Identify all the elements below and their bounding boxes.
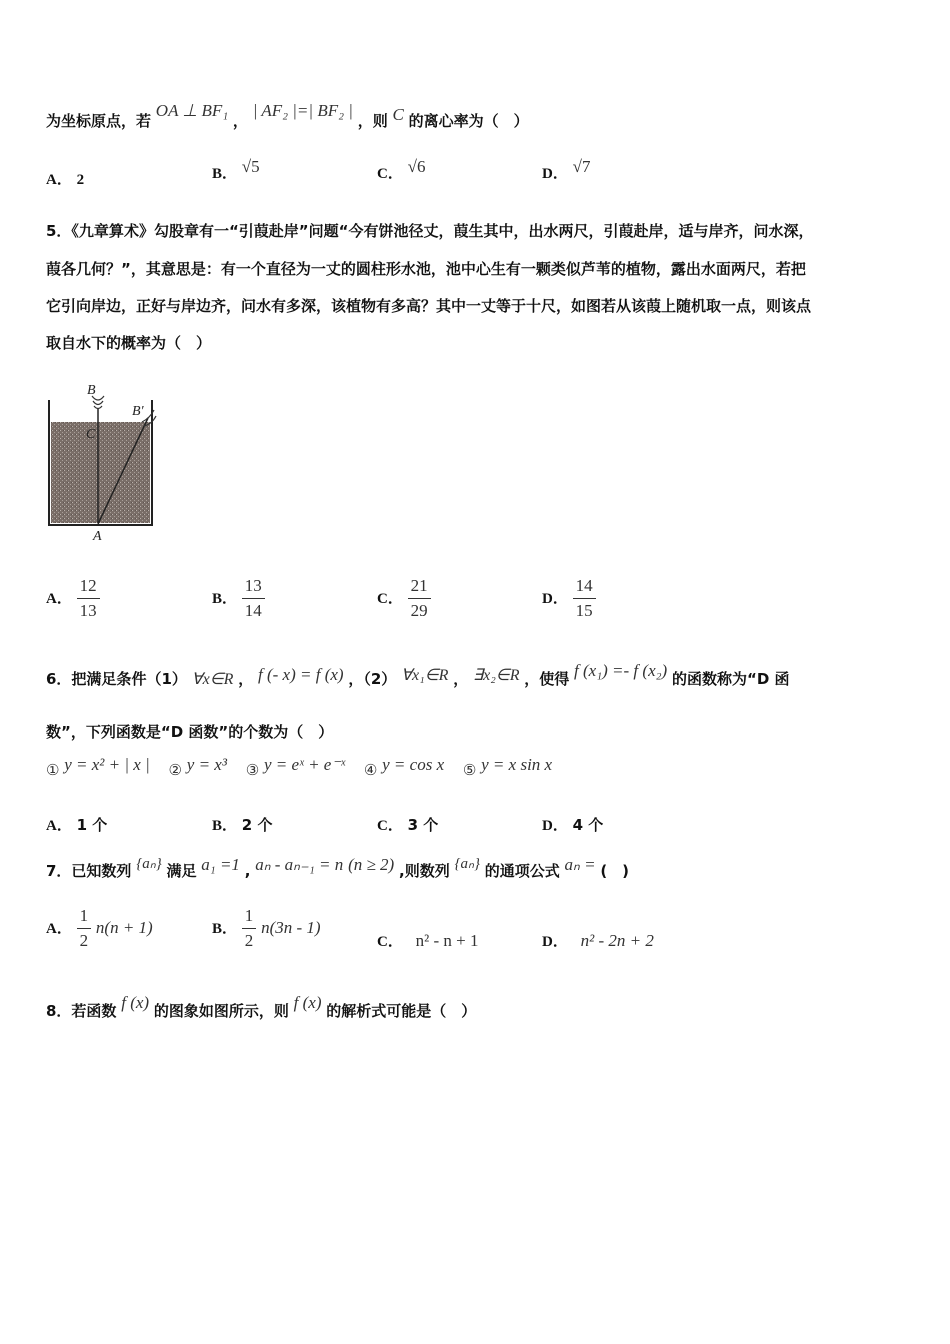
q7-text: 满足 (166, 862, 197, 880)
option-label: B． (212, 818, 238, 834)
water-body (51, 422, 150, 523)
circled-number: ② (168, 761, 182, 779)
q7-text: , (244, 862, 251, 880)
q7-text: ( ) (600, 862, 630, 880)
option-label: B． (212, 921, 238, 937)
option-label: B． (212, 166, 238, 182)
q7-sequence: {aₙ} (454, 856, 480, 872)
option-fraction (77, 906, 92, 951)
circled-number: ④ (363, 761, 378, 779)
q5-option-a[interactable] (46, 576, 100, 621)
q7-option-c[interactable] (377, 930, 478, 951)
label-b: B (87, 383, 96, 398)
option-label: A． (46, 921, 72, 937)
q8-text: 的解析式可能是（ ） (326, 1002, 477, 1020)
circled-number: ① (46, 761, 60, 779)
q4-condition-equal-lengths: | AF₂ |=| BF₂ | (252, 101, 353, 120)
function-expression: y = eˣ + e⁻ˣ (263, 755, 346, 774)
q7-option-d[interactable] (542, 930, 654, 951)
option-label: A． (46, 818, 72, 834)
q6-condition-forall: ∀x∈R (191, 671, 234, 688)
q6-text: ，使得 (524, 670, 570, 688)
q6-condition-odd: f (x₁) =- f (x₂) (574, 661, 668, 680)
denominator: 2 (244, 931, 254, 950)
q6-option-d[interactable] (542, 814, 603, 835)
label-c: C (86, 427, 96, 442)
q5-stem-line-4: 取自水下的概率为（ ） (46, 334, 212, 352)
q7-text: 7．已知数列 (46, 862, 132, 880)
q6-option-b[interactable] (212, 814, 272, 835)
option-label: B． (212, 591, 238, 607)
denominator: 13 (79, 601, 97, 620)
denominator: 15 (575, 601, 593, 620)
function-expression: y = cos x (382, 755, 445, 774)
q5-stem-line-2: 葭各几何？”，其意思是：有一个直径为一丈的圆柱形水池，池中心生有一颗类似芦苇的植物，露出水面两尺，若把 (46, 260, 806, 278)
q6-option-a[interactable] (46, 814, 107, 835)
q8-stem (46, 993, 477, 1021)
q6-function-list (46, 755, 553, 780)
q4-option-b[interactable] (212, 157, 260, 183)
option-value: 2 (76, 172, 85, 188)
q7-initial-term: a₁ =1 (201, 855, 240, 874)
q6-text: 6．把满足条件（1） (46, 670, 187, 688)
option-label: A． (46, 172, 72, 188)
q4-stem (46, 101, 529, 131)
option-value: 2 个 (241, 816, 273, 834)
q4-stem-mid: ，则 (357, 112, 388, 130)
q8-text: 8．若函数 (46, 1002, 117, 1020)
option-value: √7 (572, 157, 591, 176)
option-fraction (408, 576, 431, 621)
option-expression: n² - n + 1 (415, 931, 479, 950)
option-expression: n(n + 1) (95, 918, 153, 937)
q4-comma: ， (232, 112, 248, 130)
q6-stem-line-2: 数”，下列函数是“D 函数”的个数为（ ） (46, 723, 334, 741)
q5-option-c[interactable] (377, 576, 431, 621)
q8-function: f (x) (121, 993, 150, 1012)
q8-text: 的图象如图所示，则 (153, 1002, 289, 1020)
option-fraction (77, 576, 100, 621)
denominator: 2 (79, 931, 89, 950)
numerator: 1 (77, 906, 92, 929)
numerator: 13 (242, 576, 265, 599)
q7-range: (n ≥ 2) (348, 855, 395, 874)
option-value: √5 (241, 157, 260, 176)
label-a: A (93, 529, 102, 544)
q7-text: ,则数列 (399, 862, 450, 880)
q6-text: ， (453, 670, 469, 688)
q6-text: 的函数称为“D 函 (671, 670, 790, 688)
option-expression: n(3n - 1) (261, 918, 321, 937)
circled-number: ③ (245, 761, 260, 779)
option-value: 3 个 (407, 816, 439, 834)
numerator: 12 (77, 576, 100, 599)
denominator: 14 (244, 601, 262, 620)
function-expression: y = x sin x (481, 755, 553, 774)
label-b-prime: B′ (132, 404, 144, 419)
option-value: 4 个 (572, 816, 604, 834)
q5-stem-line-3: 它引向岸边，正好与岸边齐，问水有多深，该植物有多高？其中一丈等于十尺，如图若从该葭上随机取一点，则该点 (46, 297, 812, 315)
q6-condition-exists-x2: ∃x₂∈R (472, 667, 520, 684)
option-value: 1 个 (76, 816, 108, 834)
denominator: 29 (410, 601, 428, 620)
numerator: 14 (573, 576, 596, 599)
function-expression: y = x² + | x | (64, 755, 150, 774)
q5-pond-figure (40, 378, 170, 546)
q7-option-b[interactable] (212, 906, 321, 951)
option-label: D． (542, 591, 568, 607)
q4-option-c[interactable] (377, 157, 426, 183)
q6-stem-line-1 (46, 661, 790, 689)
option-fraction (242, 906, 257, 951)
q4-stem-pre: 为坐标原点，若 (46, 112, 152, 130)
q7-text: 的通项公式 (484, 862, 560, 880)
numerator: 1 (242, 906, 257, 929)
q5-option-b[interactable] (212, 576, 265, 621)
q6-text: ，（2） (348, 670, 397, 688)
option-label: C． (377, 818, 403, 834)
function-expression: y = x³ (186, 755, 227, 774)
option-label: A． (46, 591, 72, 607)
q7-recurrence: aₙ - aₙ₋₁ = n (255, 855, 344, 874)
option-fraction (573, 576, 596, 621)
q7-general-term: aₙ = (564, 855, 596, 874)
q6-condition-forall-x1: ∀x₁∈R (401, 667, 449, 684)
option-label: D． (542, 166, 568, 182)
q4-var-c: C (392, 105, 404, 124)
q4-condition-perpendicular: OA ⊥ BF₁ (155, 101, 229, 120)
q7-option-a[interactable] (46, 906, 153, 951)
option-label: C． (377, 166, 403, 182)
option-label: C． (377, 591, 403, 607)
q7-sequence: {aₙ} (136, 856, 162, 872)
q6-text: ， (238, 670, 254, 688)
q6-option-c[interactable] (377, 814, 438, 835)
q4-option-d[interactable] (542, 157, 591, 183)
q5-option-d[interactable] (542, 576, 596, 621)
option-label: D． (542, 934, 568, 950)
numerator: 21 (408, 576, 431, 599)
option-label: D． (542, 818, 568, 834)
q4-option-a[interactable] (46, 168, 84, 189)
q6-condition-even: f (- x) = f (x) (258, 665, 344, 684)
option-fraction (242, 576, 265, 621)
q7-stem (46, 855, 630, 881)
circled-number: ⑤ (462, 761, 477, 779)
option-value: √6 (407, 157, 426, 176)
q5-stem-line-1: 5．《九章算术》勾股章有一“引葭赴岸”问题“今有饼池径丈，葭生其中，出水两尺，引葭赴岸，适与岸齐，问水深， (46, 222, 814, 240)
option-label: C． (377, 934, 403, 950)
q8-function: f (x) (293, 993, 322, 1012)
q4-stem-post: 的离心率为（ ） (408, 112, 529, 130)
option-expression: n² - 2n + 2 (580, 931, 654, 950)
